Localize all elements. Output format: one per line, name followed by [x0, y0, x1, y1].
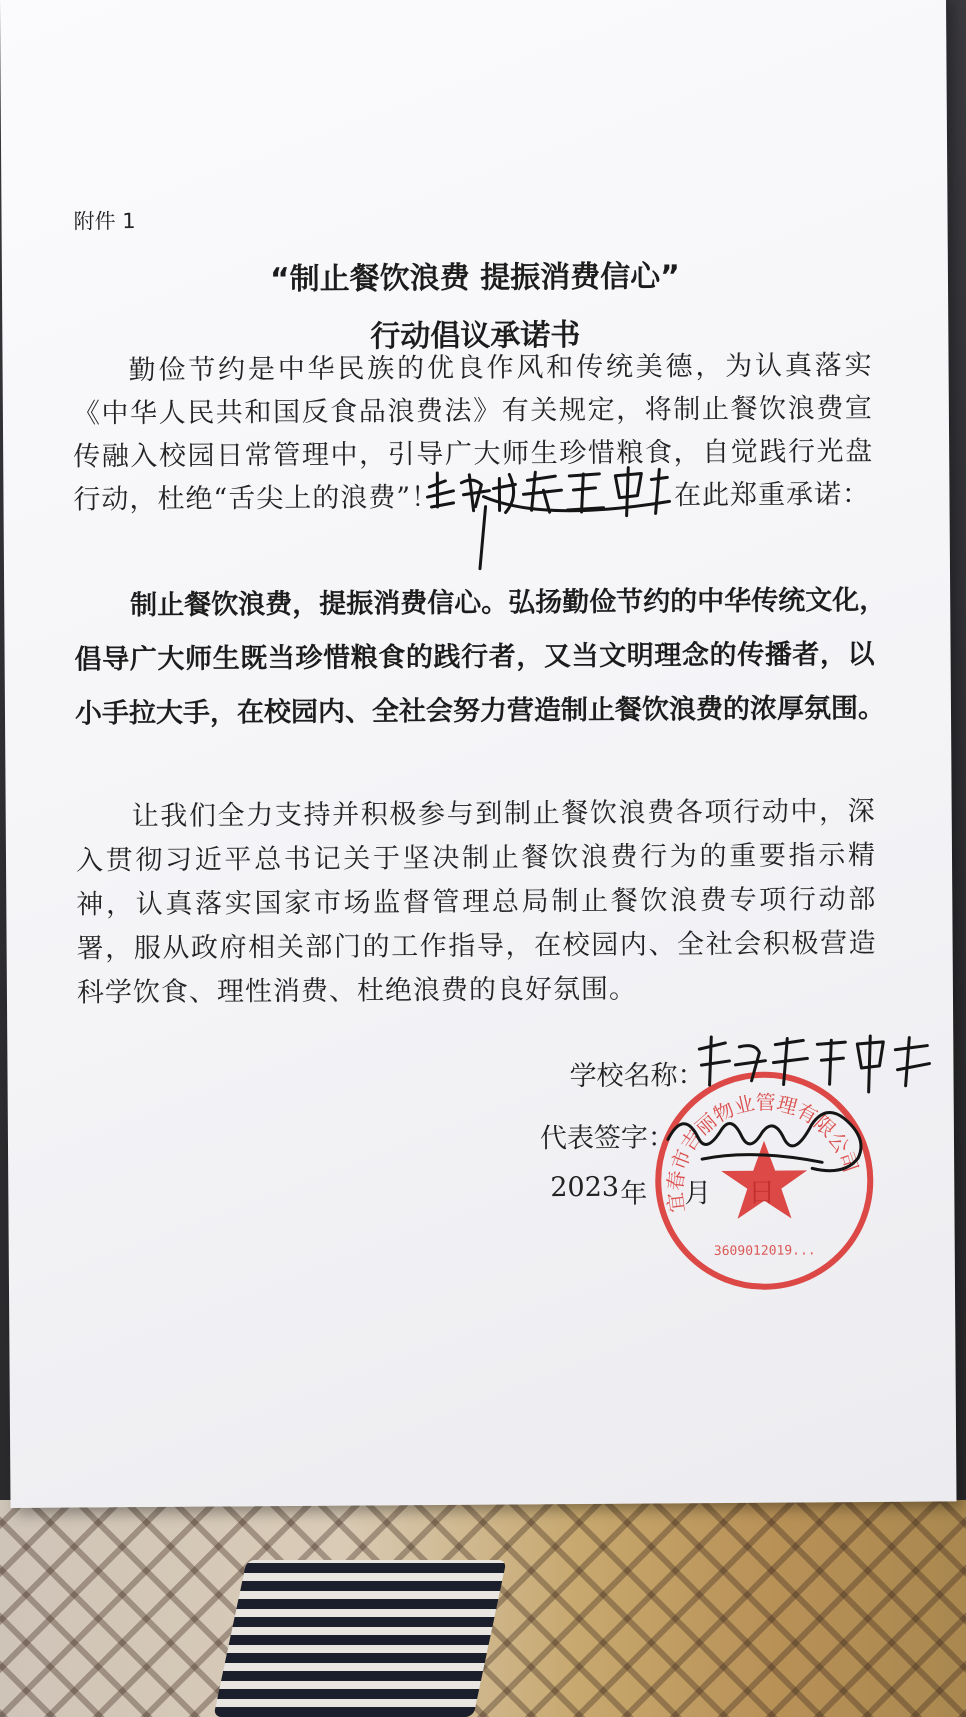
text-line: 署，服从政府相关部门的工作指导，在校园内、全社会积极营造 — [76, 927, 877, 965]
date-month-unit: 月 — [684, 1178, 712, 1210]
seal-number: 3609012019... — [713, 1243, 816, 1260]
attachment-label: 附件 1 — [73, 209, 136, 234]
paragraph-commitment — [76, 790, 878, 1016]
representative-signature — [662, 1098, 877, 1183]
text-fragment: 行动，杜绝“舌尖上的浪费”！ — [73, 481, 440, 516]
handwritten-school-name-signature — [695, 1034, 933, 1100]
document-title: “制止餐饮浪费 提振消费信心” — [269, 259, 681, 298]
plaid-fabric — [213, 1560, 506, 1717]
text-line: 让我们全力支持并积极参与到制止餐饮浪费各项行动中，深 — [131, 795, 876, 833]
text-fragment: 在此郑重承诺： — [673, 478, 871, 512]
date-year: 2023 — [550, 1171, 620, 1204]
school-name-label: 学校名称： — [569, 1060, 705, 1093]
text-line: 《中华人民共和国反食品浪费法》有关规定，将制止餐饮浪费宣 — [72, 392, 873, 430]
paragraph-pledge — [74, 574, 887, 742]
text-line: 神，认真落实国家市场监督管理总局制止餐饮浪费专项行动部 — [76, 883, 877, 921]
date-year-unit: 年 — [620, 1178, 648, 1210]
text-line: 传融入校园日常管理中，引导广大师生珍惜粮食，自觉践行光盘 — [73, 435, 874, 473]
seal-text: 宜春市吉丽物业管理有限公司 — [662, 1090, 864, 1214]
document-subtitle: 行动倡议承诺书 — [370, 317, 581, 355]
handwritten-school-name-inline — [423, 465, 674, 577]
text-line: 倡导广大师生既当珍惜粮食的践行者，又当文明理念的传播者，以 — [74, 638, 875, 676]
text-line: 科学饮食、理性消费、杜绝浪费的良好氛围。 — [76, 973, 638, 1009]
text-line: 勤俭节约是中华民族的优良作风和传统美德，为认真落实 — [128, 349, 873, 387]
text-line: 小手拉大手，在校园内、全社会努力营造制止餐饮浪费的浓厚氛围。 — [74, 692, 886, 730]
text-line: 制止餐饮浪费，提振消费信心。弘扬勤俭节约的中华传统文化， — [130, 584, 887, 622]
representative-label: 代表签字： — [539, 1122, 676, 1155]
text-line: 入贯彻习近平总书记关于坚决制止餐饮浪费行为的重要指示精 — [75, 839, 877, 877]
